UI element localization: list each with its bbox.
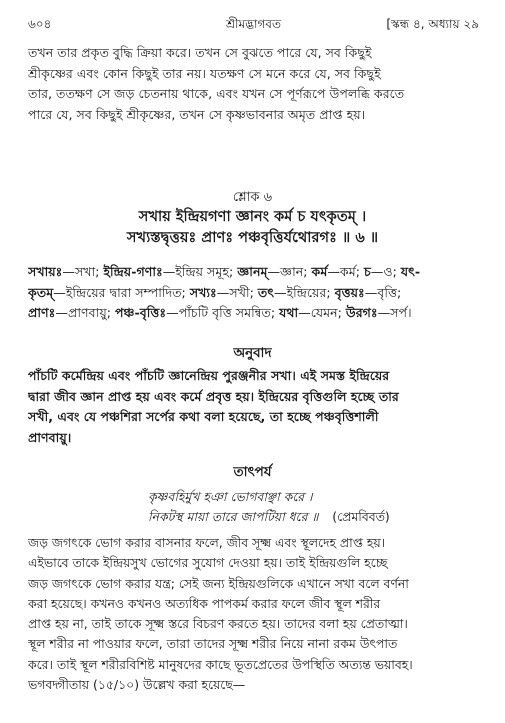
- quote-source: (প্রেমবিবর্ত): [332, 509, 390, 524]
- synonyms-line: [28, 283, 481, 304]
- quote-line-2-text: নিকটস্থ মায়া তারে জাপটিয়া ধরে ॥: [148, 509, 319, 524]
- sanskrit-term: জ্ঞানম্: [237, 264, 268, 279]
- text-line: প্রাপ্ত হয় না, তাই তাকে সূক্ষ্ম স্তরে বিচরণ করতে হয়। তাদের বলা হয় প্রেতাত্মা।: [28, 616, 408, 632]
- term-meaning: —যেমন;: [298, 305, 346, 320]
- sanskrit-term: কৃতম্: [28, 284, 54, 300]
- text-line: এইভাবে তাকে ইন্দ্রিয়সুখ ভোগের সুযোগ দেওয়া হয়। তাই ইন্দ্রিয়গুলি হচ্ছে: [28, 555, 388, 571]
- sanskrit-term: যথা: [279, 305, 299, 320]
- term-meaning: —ইন্দ্রিয়ের দ্বারা সম্পাদিত;: [53, 284, 190, 300]
- term-meaning: —পাঁচটি বৃত্তি সমন্বিত;: [166, 305, 280, 320]
- text-line: জড় জগৎকে ভোগ করার যন্ত্র; সেই জন্য ইন্দ্রিয়গুলিকে এখানে সখা বলে বর্ণনা: [28, 575, 409, 591]
- sanskrit-term: উরগঃ: [345, 305, 378, 320]
- page-header: [28, 16, 479, 32]
- text-line: পারে যে, সব কিছুই শ্রীকৃষ্ণের, তখন সে কৃষ্ণভাবনার অমৃত প্রাপ্ত হয়।: [28, 106, 366, 122]
- text-line: দ্বারা জীব জ্ঞান প্রাপ্ত হয় এবং কর্মে প্রবৃত্ত হয়। ইন্দ্রিয়ের বৃত্তিগুলি হচ্ছে তার: [28, 388, 399, 404]
- translation-title: অনুবাদ: [233, 346, 272, 361]
- term-meaning: —ও;: [370, 264, 401, 279]
- synonyms-paragraph: [28, 262, 481, 324]
- verse-number: শ্লোক ৬: [232, 190, 273, 205]
- sanskrit-term: ইন্দ্রিয়-গণাঃ: [103, 264, 163, 279]
- text-line: পাঁচটি কর্মেন্দ্রিয় এবং পাঁচটি জ্ঞানেন্দ্রিয় পুরঞ্জনীর সখা। এই সমস্ত ইন্দ্রিয়ের: [28, 368, 390, 383]
- term-meaning: —প্রাণবায়ু;: [55, 305, 115, 320]
- quote-line-1: কৃষ্ণবহির্মুখ হঞা ভোগবাঞ্ছা করে ।: [148, 489, 313, 504]
- sanskrit-term: সখ্যঃ: [189, 284, 217, 300]
- verse-line-2: সখ্যস্তদ্বৃত্তয়ঃ প্রাণঃ পঞ্চবৃত্তির্যথোরগঃ ॥ ৬ ॥: [126, 229, 379, 246]
- quote-block: [148, 487, 488, 527]
- page-number: ৬০৪: [28, 17, 52, 31]
- text-line: জড় জগৎকে ভোগ করার বাসনার ফলে, জীব সূক্ষ্ম এবং স্থূলদেহ প্রাপ্ত হয়।: [28, 535, 386, 550]
- text-line: করে। তাই স্থূল শরীরবিশিষ্ট মানুষদের কাছে ভূতপ্রেতের উপস্থিতি অত্যন্ত ভয়াবহ।: [28, 656, 413, 672]
- sanskrit-term: চ: [363, 264, 371, 279]
- translation-paragraph: [28, 366, 481, 448]
- purport-title: তাৎপর্য: [233, 465, 272, 480]
- book-title: শ্রীমদ্ভাগবত: [225, 17, 281, 31]
- text-line: সখী, এবং যে পঞ্চশিরা সর্পের কথা বলা হয়েছে, তা হচ্ছে পঞ্চবৃত্তিশালী: [28, 409, 379, 424]
- text-line: করা হয়েছে। কখনও কখনও অত্যধিক পাপকর্ম করার ফলে জীব স্থূল শরীর: [28, 595, 381, 611]
- term-meaning: —ইন্দ্রিয় সমূহ;: [162, 264, 238, 279]
- sanskrit-term: সখায়ঃ: [28, 264, 63, 279]
- text-line: প্রাণবায়ু।: [28, 429, 72, 445]
- text-line: তখন তার প্রকৃত বুদ্ধি ক্রিয়া করে। তখন সে বুঝতে পারে যে, সব কিছুই: [28, 45, 372, 60]
- term-meaning: —সর্প।: [377, 305, 412, 320]
- text-line: তার, ততক্ষণ সে জড় চেতনায় থাকে, এবং যখন সে পূর্ণরূপে উপলব্ধি করতে: [28, 86, 405, 101]
- sanskrit-term: যৎ-: [400, 264, 421, 279]
- chapter-reference: [স্কন্ধ ৪, অধ্যায় ২৯: [386, 17, 479, 31]
- sanskrit-term: কর্ম: [311, 264, 328, 279]
- quote-line-2: [148, 507, 488, 527]
- text-line: ভগবদ্গীতায় (১৫/১০) উল্লেখ করা হয়েছে—: [28, 677, 246, 693]
- synonyms-line: [28, 303, 481, 324]
- term-meaning: —জ্ঞান;: [267, 264, 312, 279]
- verse-line-1: সখায় ইন্দ্রিয়গণা জ্ঞানং কর্ম চ যৎকৃতম্ ।: [138, 208, 367, 225]
- intro-paragraph: [28, 43, 481, 125]
- term-meaning: —সখী;: [216, 284, 258, 300]
- sanskrit-term: পঞ্চ-বৃত্তিঃ: [114, 305, 167, 320]
- sanskrit-term: তৎ: [257, 284, 275, 300]
- purport-paragraph: [28, 533, 481, 695]
- text-line: স্থূল শরীর না পাওয়ার ফলে, তারা তাদের সূক্ষ্ম শরীর নিয়ে নানা রকম উৎপাত: [28, 636, 398, 652]
- sanskrit-term: প্রাণঃ: [28, 305, 56, 320]
- term-meaning: —কর্ম;: [327, 264, 364, 279]
- term-meaning: —সখা;: [62, 264, 104, 279]
- sanskrit-term: বৃত্তয়ঃ: [334, 284, 365, 300]
- synonyms-line: [28, 262, 481, 283]
- term-meaning: —বৃত্তি;: [364, 284, 402, 300]
- term-meaning: —ইন্দ্রিয়ের;: [274, 284, 335, 300]
- text-line: শ্রীকৃষ্ণের এবং কোন কিছুই তার নয়। যতক্ষণ সে মনে করে যে, সব কিছুই: [28, 65, 381, 81]
